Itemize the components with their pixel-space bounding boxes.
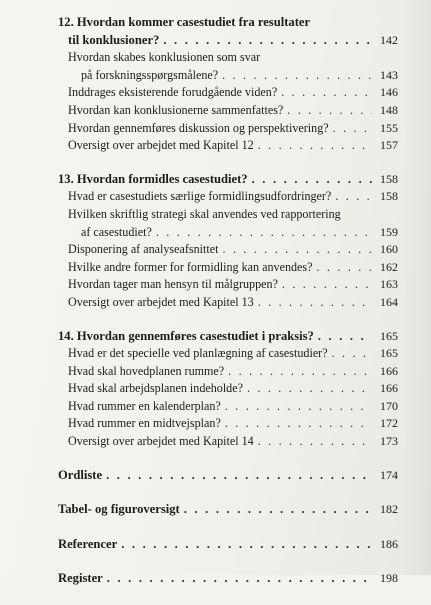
toc-chapter-heading[interactable] [58, 171, 398, 189]
toc-page-number: 165 [380, 346, 398, 361]
toc-page-number: 166 [380, 381, 398, 396]
dot-leader [228, 363, 372, 381]
toc-chapter-block [58, 171, 398, 312]
toc-section-entry[interactable] [58, 206, 398, 224]
toc-section-entry[interactable] [58, 398, 398, 416]
toc-chapter-heading[interactable] [58, 14, 398, 32]
toc-section-entry[interactable] [58, 380, 398, 398]
toc-entry-title: på forskningsspørgsmålene? [81, 67, 219, 82]
toc-entry-title: Tabel- og figuroversigt [58, 502, 180, 517]
toc-page-number: 158 [380, 189, 398, 204]
toc-section-entry[interactable] [58, 415, 398, 433]
toc-section-entry[interactable] [58, 67, 398, 85]
dot-leader [258, 433, 372, 451]
toc-entry-title: Hvad skal hovedplanen rumme? [68, 363, 225, 378]
dot-leader [247, 380, 372, 398]
toc-page-number: 165 [380, 328, 398, 343]
toc-page-number: 173 [380, 434, 398, 449]
toc-page-number: 163 [380, 277, 398, 292]
toc-section-entry[interactable] [58, 294, 398, 312]
toc-page-number: 198 [380, 571, 398, 586]
toc-page-number: 170 [380, 398, 398, 413]
toc-entry-title: til konklusioner? [68, 32, 160, 47]
toc-page-number: 166 [380, 363, 398, 378]
table-of-contents [58, 14, 398, 605]
toc-section-entry[interactable] [58, 259, 398, 277]
dot-leader [258, 137, 372, 155]
toc-back-matter-entry[interactable] [58, 536, 398, 554]
toc-back-matter-block [58, 536, 398, 554]
toc-section-entry[interactable] [58, 188, 398, 206]
dot-leader [252, 171, 372, 189]
dot-leader [225, 415, 372, 433]
toc-entry-title: Referencer [58, 536, 118, 551]
toc-back-matter-block [58, 570, 398, 588]
toc-section-entry[interactable] [58, 120, 398, 138]
toc-entry-title: Hvilken skriftlig strategi skal anvendes ved rapportering [68, 206, 341, 221]
toc-section-entry[interactable] [58, 102, 398, 120]
toc-page-number: 146 [380, 85, 398, 100]
toc-entry-title: Ordliste [58, 467, 103, 482]
toc-chapter-block [58, 328, 398, 451]
toc-section-entry[interactable] [58, 276, 398, 294]
toc-page-number: 155 [380, 120, 398, 135]
toc-entry-title: Hvad er casestudiets særlige formidlingsudfordringer? [68, 189, 332, 204]
toc-back-matter-block [58, 501, 398, 519]
dot-leader [333, 120, 372, 138]
toc-entry-title: Hvordan skabes konklusionen som svar [68, 50, 261, 65]
toc-entry-title: Hvad skal arbejdsplanen indeholde? [68, 381, 243, 396]
dot-leader [316, 259, 372, 277]
toc-page-number: 182 [380, 502, 398, 517]
toc-entry-title: af casestudiet? [81, 224, 152, 239]
toc-chapter-block [58, 14, 398, 155]
dot-leader [332, 345, 372, 363]
toc-back-matter-entry[interactable] [58, 467, 398, 485]
toc-entry-title: Hvilke andre former for formidling kan anvendes? [68, 259, 313, 274]
toc-entry-title: Hvad rummer en kalenderplan? [68, 398, 221, 413]
toc-entry-title: Oversigt over arbejdet med Kapitel 12 [68, 138, 254, 153]
toc-entry-title: 13. Hvordan formidles casestudiet? [58, 171, 248, 186]
toc-entry-title: Hvordan gennemføres diskussion og perspektivering? [68, 120, 329, 135]
toc-back-matter-block [58, 467, 398, 485]
toc-section-entry[interactable] [58, 241, 398, 259]
toc-page-number: 158 [380, 171, 398, 186]
toc-section-entry[interactable] [58, 224, 398, 242]
dot-leader [107, 570, 372, 588]
toc-page-number: 160 [380, 242, 398, 257]
toc-section-entry[interactable] [58, 433, 398, 451]
dot-leader [106, 467, 372, 485]
dot-leader [156, 224, 372, 242]
toc-entry-title: 14. Hvordan gennemføres casestudiet i praksis? [58, 328, 314, 343]
toc-entry-title: Disponering af analyseafsnittet [68, 242, 219, 257]
dot-leader [225, 398, 372, 416]
dot-leader [222, 241, 372, 259]
dot-leader [222, 67, 372, 85]
toc-chapter-heading[interactable] [58, 328, 398, 346]
dot-leader [318, 328, 372, 346]
toc-page-number: 164 [380, 294, 398, 309]
dot-leader [335, 188, 372, 206]
toc-section-entry[interactable] [58, 84, 398, 102]
toc-page-number: 142 [380, 32, 398, 47]
toc-page-number: 148 [380, 102, 398, 117]
toc-chapter-heading[interactable] [58, 32, 398, 50]
toc-entry-title: 12. Hvordan kommer casestudiet fra resultater [58, 15, 311, 29]
toc-back-matter-entry[interactable] [58, 570, 398, 588]
toc-section-entry[interactable] [58, 137, 398, 155]
dot-leader [287, 102, 372, 120]
toc-page-number: 157 [380, 138, 398, 153]
toc-section-entry[interactable] [58, 345, 398, 363]
toc-entry-title: Hvordan tager man hensyn til målgruppen? [68, 277, 278, 292]
toc-entry-title: Hvad rummer en midtvejsplan? [68, 416, 221, 431]
toc-entry-title: Hvad er det specielle ved planlægning af casestudier? [68, 346, 328, 361]
toc-page-number: 172 [380, 416, 398, 431]
toc-page-number: 143 [380, 67, 398, 82]
dot-leader [282, 276, 372, 294]
toc-back-matter-entry[interactable] [58, 501, 398, 519]
toc-page-number: 174 [380, 467, 398, 482]
dot-leader [121, 536, 372, 554]
toc-section-entry[interactable] [58, 49, 398, 67]
dot-leader [184, 501, 372, 519]
toc-entry-title: Inddrages eksisterende forudgående viden? [68, 85, 278, 100]
dot-leader [258, 294, 372, 312]
page-gutter-shadow [403, 0, 431, 575]
toc-entry-title: Register [58, 571, 103, 586]
dot-leader [163, 32, 372, 50]
dot-leader [281, 84, 372, 102]
toc-entry-title: Oversigt over arbejdet med Kapitel 14 [68, 434, 254, 449]
toc-entry-title: Oversigt over arbejdet med Kapitel 13 [68, 294, 254, 309]
toc-entry-title: Hvordan kan konklusionerne sammenfattes? [68, 102, 284, 117]
toc-page-number: 162 [380, 259, 398, 274]
toc-page-number: 186 [380, 536, 398, 551]
toc-page-number: 159 [380, 224, 398, 239]
toc-section-entry[interactable] [58, 363, 398, 381]
